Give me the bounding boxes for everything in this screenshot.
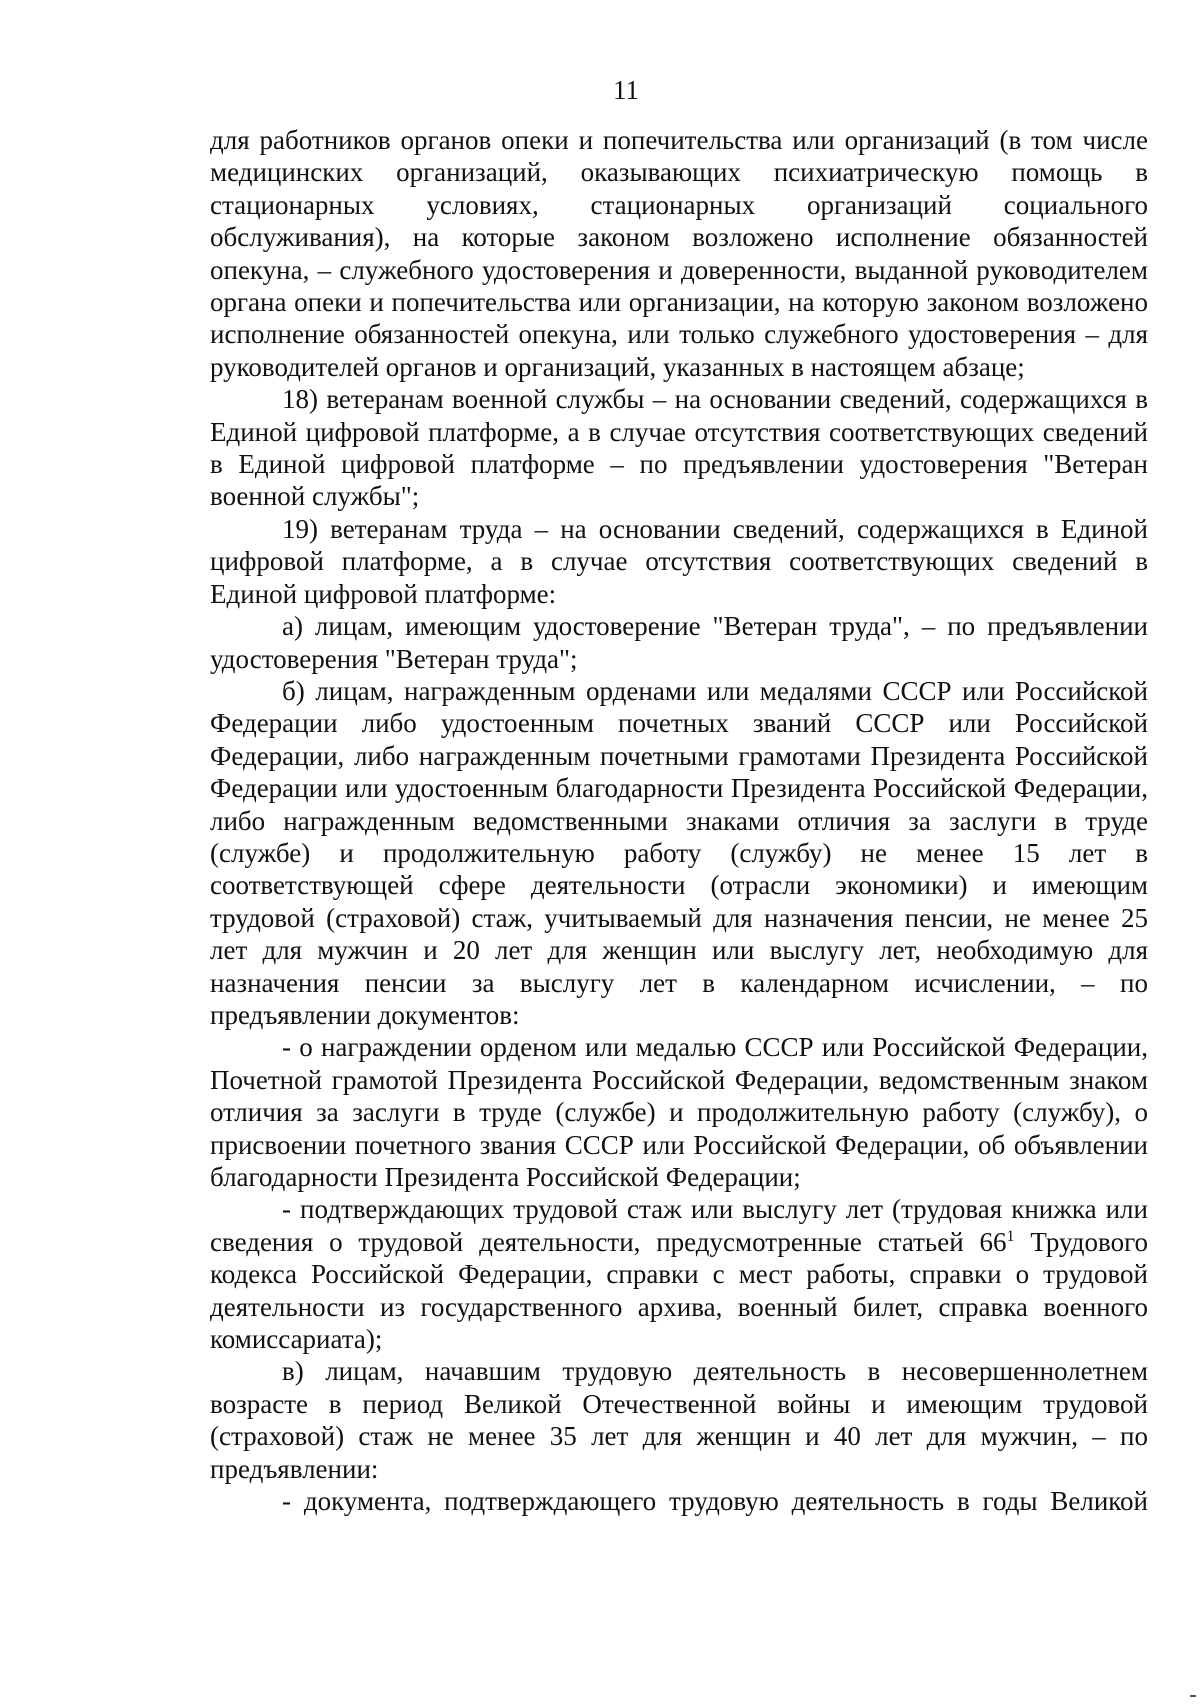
service-documents-text-end: Трудового кодекса Российской Федерации, справки с мест работы, справки о трудовой деятельности из государственного архива, военный билет, справка военного комиссариата); <box>210 1226 1148 1355</box>
document-body <box>210 124 1148 1517</box>
paragraph-guardian-documents: для работников органов опеки и попечительства или организаций (в том числе медицинских организаций, оказывающих психиатрическую помощь в стационарных условиях, стационарных организаций социального обслуживания), на которые законом возложено исполнение обязанностей опекуна, – служебного удостоверения и доверенности, выданной руководителем органа опеки и попечительства или организации, на которую законом возложено исполнение обязанностей опекуна, или только служебного удостоверения – для руководителей органов и организаций, указанных в настоящем абзаце; <box>210 125 1148 382</box>
paragraph-service-documents <box>210 1193 1148 1355</box>
scan-edge-mark <box>1190 1695 1196 1697</box>
article-superscript: 1 <box>1006 1227 1015 1245</box>
paragraph-military-veterans: 18) ветеранам военной службы – на основании сведений, содержащихся в Единой цифровой платформе, а в случае отсутствия соответствующих сведений в Единой цифровой платформе – по предъявлении удостоверения "Ветеран военной службы"; <box>210 384 1148 512</box>
paragraph-labor-veterans: 19) ветеранам труда – на основании сведений, содержащихся в Единой цифровой платформе, а в случае отсутствия соответствующих сведений в Единой цифровой платформе: <box>210 513 1148 609</box>
service-documents-text-start: - подтверждающих трудовой стаж или выслугу лет (трудовая книжка или сведения о трудовой деятельности, предусмотренные статьей 66 <box>210 1194 1148 1257</box>
paragraph-item-v: в) лицам, начавшим трудовую деятельность в несовершеннолетнем возрасте в период Великой Отечественной войны и имеющим трудовой (страховой) стаж не менее 35 лет для женщин и 40 лет для мужчин, – по предъявлении: <box>210 1356 1148 1484</box>
paragraph-item-a: а) лицам, имеющим удостоверение "Ветеран труда", – по предъявлении удостоверения "Ветеран труда"; <box>210 611 1148 674</box>
paragraph-item-b: б) лицам, награжденным орденами или медалями СССР или Российской Федерации либо удостоенным почетных званий СССР или Российской Федерации, либо награжденным почетными грамотами Президента Российской Федерации или удостоенным благодарности Президента Российской Федерации, либо награжденным ведомственными знаками отличия за заслуги в труде (службе) и продолжительную работу (службу) не менее 15 лет в соответствующей сфере деятельности (отрасли экономики) и имеющим трудовой (страховой) стаж, учитываемый для назначения пенсии, не менее 25 лет для мужчин и 20 лет для женщин или выслугу лет, необходимую для назначения пенсии за выслугу лет в календарном исчислении, – по предъявлении документов: <box>210 675 1148 1030</box>
page-number: 11 <box>613 75 639 105</box>
paragraph-awards-documents: - о награждении орденом или медалью СССР или Российской Федерации, Почетной грамотой Президента Российской Федерации, ведомственным знаком отличия за заслуги в труде (службе) и продолжительную работу (службу), о присвоении почетного звания СССР или Российской Федерации, об объявлении благодарности Президента Российской Федерации; <box>210 1032 1148 1192</box>
paragraph-wartime-document: - документа, подтверждающего трудовую деятельность в годы Великой <box>282 1486 1148 1517</box>
